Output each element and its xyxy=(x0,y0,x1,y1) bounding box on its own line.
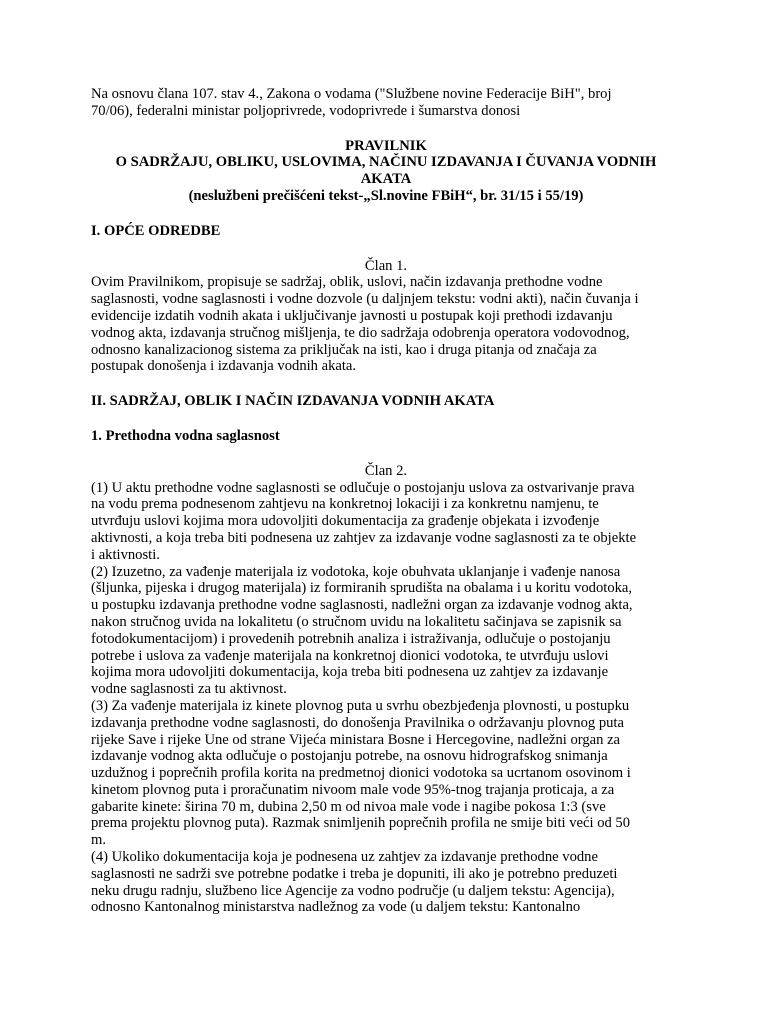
text-line: neku drugu radnju, službeno lice Agencije za vodno područje (u daljem tekstu: Agencija), xyxy=(91,882,615,899)
text-line: postupak donošenja i izdavanja vodnih akata. xyxy=(91,358,357,375)
text-line: fotodokumentacijom) i provedenih potrebnih analiza i istraživanja, odlučuje o postojanju xyxy=(91,630,611,647)
text-line: vodne saglasnosti za tu aktivnost. xyxy=(91,681,287,698)
text-line: prema projektu plovnog puta). Razmak snimljenih poprečnih profila ne smije biti veći od 50 xyxy=(91,815,631,832)
text-line: nakon stručnog uvida na lokalitetu (o stručnom uvidu na lokalitetu sačinjava se zapisnik sa xyxy=(91,613,622,630)
text-line: kinetom plovnog puta i proračunatim nivoom male vode 95%-tnog trajanja proticaja, a za xyxy=(91,781,615,798)
text-line: saglasnosti ne sadrži sve potrebne podatke i treba je dopuniti, ili ako je potrebno preduzeti xyxy=(91,865,618,882)
text-line: Ovim Pravilnikom, propisuje se sadržaj, oblik, uslovi, način izdavanja prethodne vodne xyxy=(91,274,603,291)
text-line: odnosno kanalizacionog sistema za priključak na isti, kao i druga pitanja od značaja za xyxy=(91,341,597,358)
text-line: (3) Za vađenje materijala iz kinete plovnog puta u svrhu obezbjeđenja plovnosti, u postupku xyxy=(91,697,630,714)
title-line: PRAVILNIK xyxy=(345,137,427,154)
text-line: (šljunka, pijeska i drugog materijala) iz formiranih sprudišta na obalama i u koritu vodotoka, xyxy=(91,580,633,597)
text-line: m. xyxy=(91,832,106,849)
text-line: na vodu prema podnesenom zahtjevu na konkretnoj lokaciji i za konkretnu namjenu, te xyxy=(91,496,599,513)
section-heading: II. SADRŽAJ, OBLIK I NAČIN IZDAVANJA VODNIH AKATA xyxy=(91,393,495,410)
text-line: potrebe i uslova za vađenje materijala na konkretnoj dionici vodotoka, te utvrđuju uslovi xyxy=(91,647,609,664)
text-line: aktivnosti, a koja treba biti podnesena uz zahtjev za izdavanje vodne saglasnosti za te objekte xyxy=(91,529,637,546)
article-2-body xyxy=(91,480,681,917)
title-line: AKATA xyxy=(360,171,412,188)
intro-line: Na osnovu člana 107. stav 4., Zakona o vodama ("Službene novine Federacije BiH", broj xyxy=(91,86,612,102)
intro-paragraph xyxy=(91,86,681,120)
text-line: (4) Ukoliko dokumentacija koja je podnesena uz zahtjev za izdavanje prethodne vodne xyxy=(91,849,598,866)
document-page xyxy=(91,86,681,916)
text-line: i aktivnosti. xyxy=(91,546,160,563)
text-line: rijeke Save i rijeke Une od strane Vijeća ministara Bosne i Hercegovine, nadležni organ za xyxy=(91,731,621,748)
text-line: gabarite kinete: širina 70 m, dubina 2,50 m od nivoa male vode i nagibe pokosa 1:3 (sve xyxy=(91,798,606,815)
subsection-heading: 1. Prethodna vodna saglasnost xyxy=(91,427,280,444)
text-line: uzdužnog i poprečnih profila korita na predmetnoj dionici vodotoka sa ucrtanom osovinom i xyxy=(91,765,631,782)
section-heading: I. OPĆE ODREDBE xyxy=(91,222,221,239)
text-line: saglasnosti, vodne saglasnosti i vodne dozvole (u daljnjem tekstu: vodni akti), način čuvanja i xyxy=(91,291,639,308)
text-line: izdavanje vodnog akta odlučuje o postojanju potrebe, na osnovu hidrografskog snimanja xyxy=(91,748,608,765)
text-line: odnosno Kantonalnog ministarstva nadležnog za vode (u daljem tekstu: Kantonalno xyxy=(91,899,581,916)
document-title xyxy=(91,138,681,205)
title-line: O SADRŽAJU, OBLIKU, USLOVIMA, NAČINU IZDAVANJA I ČUVANJA VODNIH xyxy=(115,154,657,171)
text-line: kojima mora udovoljiti dokumentacija, koja treba biti podnesena uz zahtjev za izdavanje xyxy=(91,664,609,681)
article-number: Član 1. xyxy=(364,257,408,274)
article-number: Član 2. xyxy=(364,462,408,479)
text-line: (1) U aktu prethodne vodne saglasnosti se odlučuje o postojanju uslova za ostvarivanje prava xyxy=(91,479,635,496)
intro-line: 70/06), federalni ministar poljoprivrede, vodoprivrede i šumarstva donosi xyxy=(91,102,521,119)
title-subtitle: (neslužbeni prečišćeni tekst-„Sl.novine FBiH“, br. 31/15 i 55/19) xyxy=(188,187,584,204)
text-line: izdavanja prethodne vodne saglasnosti, do donošenja Pravilnika o održavanju plovnog puta xyxy=(91,714,624,731)
text-line: evidencije izdatih vodnih akata i uključivanje javnosti u postupak koji prethodi izdavanju xyxy=(91,307,613,324)
text-line: vodnog akta, izdavanja stručnog mišljenja, te dio sadržaja odobrenja operatora vodovodnog, xyxy=(91,324,630,341)
article-1-body xyxy=(91,274,681,375)
text-line: u postupku izdavanja prethodne vodne saglasnosti, nadležni organ za izdavanje vodnog akta, xyxy=(91,597,633,614)
text-line: (2) Izuzetno, za vađenje materijala iz vodotoka, koje obuhvata uklanjanje i vađenje nanosa xyxy=(91,563,621,580)
text-line: utvrđuju uslovi kojima mora udovoljiti dokumentacija za građenje objekata i izvođenje xyxy=(91,513,600,530)
